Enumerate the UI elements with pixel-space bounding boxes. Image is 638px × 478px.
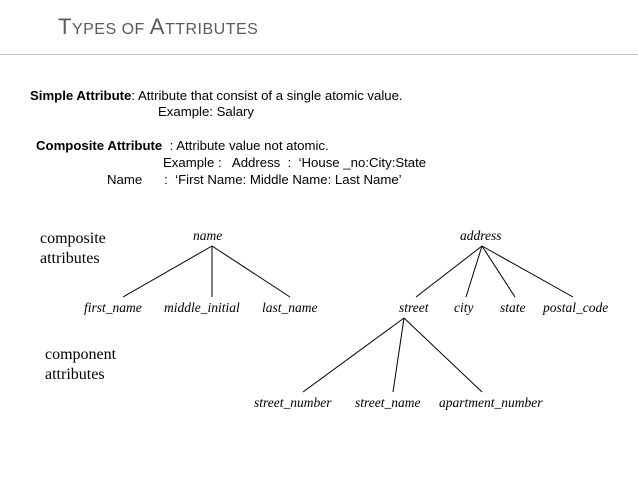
- edge-address-city: [466, 246, 482, 297]
- node-last-name: last_name: [262, 300, 318, 315]
- component-attributes-label-line1: component: [45, 346, 117, 363]
- edge-address-state: [482, 246, 515, 297]
- node-state: state: [500, 300, 526, 315]
- composite-attribute-definition: : Attribute value not atomic.: [162, 138, 329, 153]
- node-street-number: street_number: [254, 395, 332, 410]
- edge-name-first-name: [123, 246, 212, 297]
- node-first-name: first_name: [84, 300, 142, 315]
- composite-attributes-label-line1: composite: [40, 230, 106, 247]
- node-street: street: [399, 300, 429, 315]
- title-cap-1: T: [58, 14, 72, 39]
- node-address: address: [460, 228, 502, 243]
- edge-address-postal-code: [482, 246, 573, 297]
- title-rest-2: TTRIBUTES: [164, 21, 259, 38]
- title-rest-1: YPES OF: [71, 21, 150, 38]
- composite-attribute-label: Composite Attribute: [36, 138, 163, 153]
- simple-attribute-definition: : Attribute that consist of a single atomic value.: [131, 88, 403, 103]
- node-city: city: [454, 300, 474, 315]
- node-postal-code: postal_code: [543, 300, 609, 315]
- edge-street-street-name: [393, 318, 404, 392]
- simple-attribute-example: Example: Salary: [158, 104, 255, 119]
- edge-address-street: [416, 246, 482, 297]
- title-cap-2: A: [149, 14, 165, 39]
- composite-attributes-label-line2: attributes: [40, 250, 100, 267]
- edge-street-street-number: [303, 318, 404, 392]
- simple-attribute-label: Simple Attribute: [30, 88, 132, 103]
- node-middle-initial: middle_initial: [164, 300, 240, 315]
- node-apartment-number: apartment_number: [439, 395, 543, 410]
- node-name: name: [193, 228, 223, 243]
- component-attributes-label-line2: attributes: [45, 366, 105, 383]
- edge-name-last-name: [212, 246, 290, 297]
- node-street-name: street_name: [355, 395, 421, 410]
- composite-attribute-name-example: Name : ‘First Name: Middle Name: Last Name’: [107, 172, 402, 187]
- composite-attribute-example: Example : Address : ‘House _no:City:State: [163, 155, 427, 170]
- edge-street-apartment-number: [404, 318, 482, 392]
